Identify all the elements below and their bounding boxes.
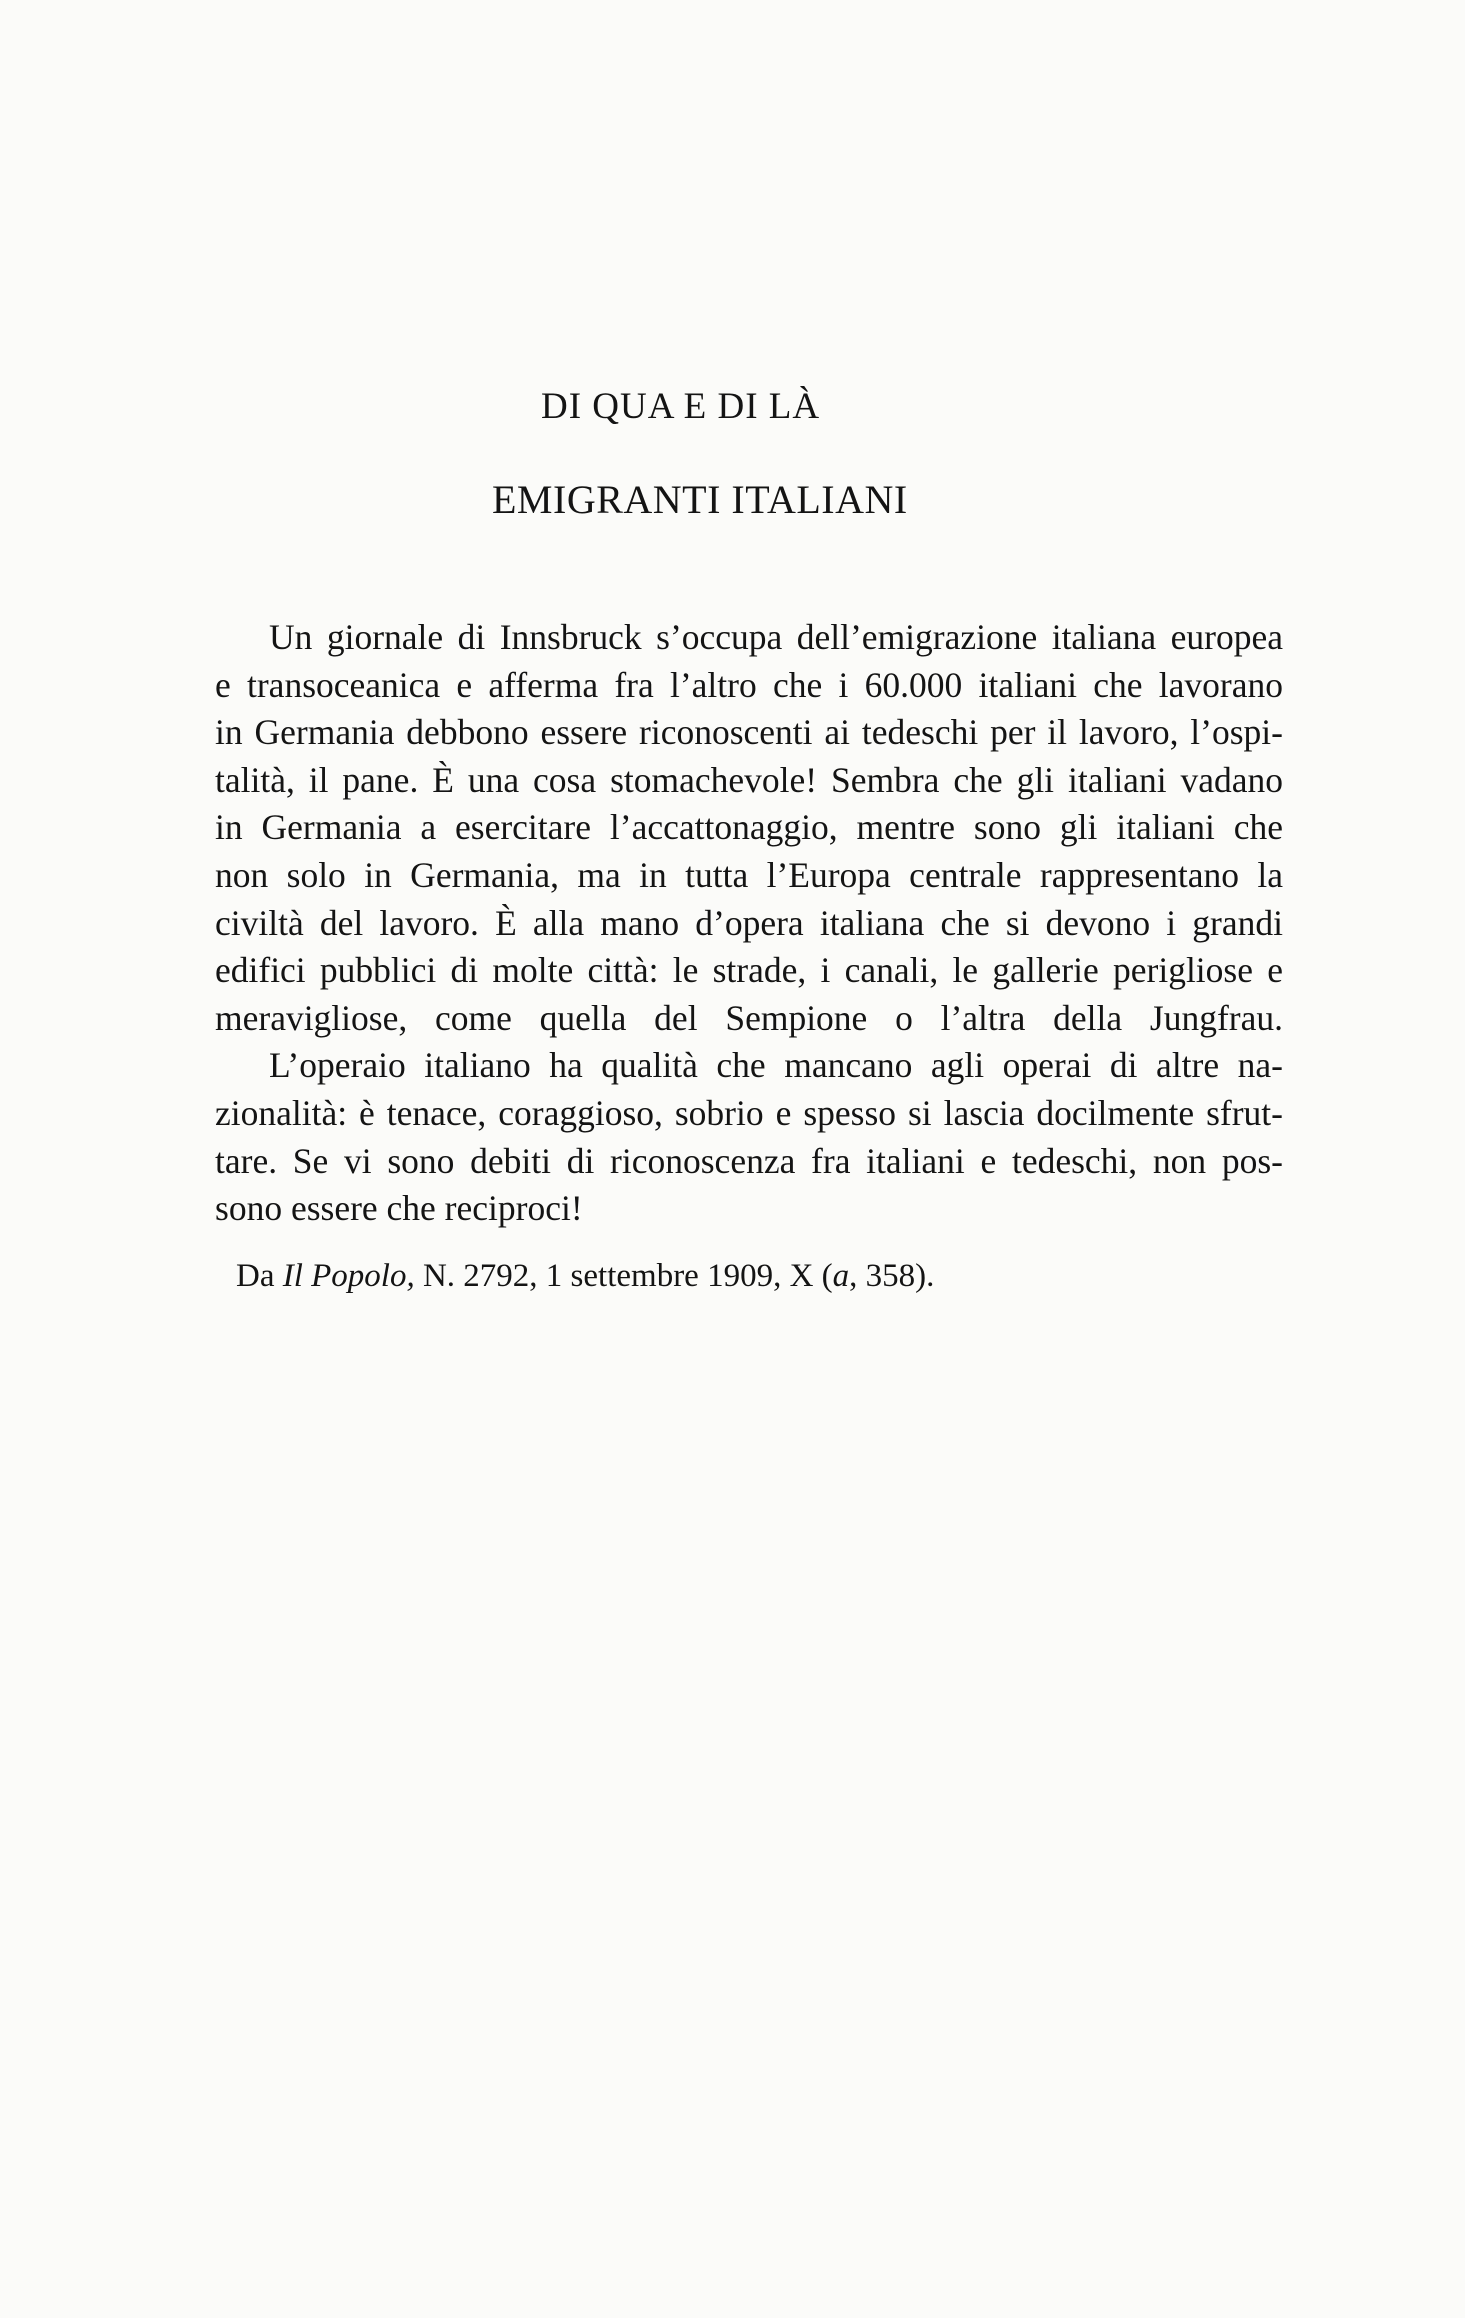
source-prefix: Da xyxy=(236,1258,283,1294)
source-citation xyxy=(236,1258,934,1295)
source-volume: a xyxy=(832,1258,850,1294)
text-line: edifici pubblici di molte città: le strade, i canali, le gallerie perigliose e xyxy=(215,950,1283,991)
source-details-start: N. 2792, 1 settembre 1909, X ( xyxy=(414,1258,833,1294)
paragraph-1 xyxy=(215,614,1283,1042)
text-line: Un giornale di Innsbruck s’occupa dell’emigrazione italiana europea xyxy=(269,617,1283,657)
text-line: L’operaio italiano ha qualità che mancano agli operai di altre na- xyxy=(269,1045,1283,1086)
text-line: talità, il pane. È una cosa stomachevole! Sembra che gli italiani vadano xyxy=(215,759,1283,800)
text-line: e transoceanica e afferma fra l’altro che i 60.000 italiani che lavorano xyxy=(215,664,1283,705)
source-details-end: , 358). xyxy=(849,1258,935,1294)
text-line: in Germania debbono essere riconoscenti ai tedeschi per il lavoro, l’ospi- xyxy=(215,712,1283,753)
text-line: in Germania a esercitare l’accattonaggio, mentre sono gli italiani che xyxy=(215,807,1283,848)
article-body xyxy=(215,614,1283,1233)
text-line: sono essere che reciproci! xyxy=(215,1188,583,1229)
text-line: meravigliose, come quella del Sempione o l’altra della Jungfrau. xyxy=(215,997,1283,1038)
text-line: civiltà del lavoro. È alla mano d’opera italiana che si devono i grandi xyxy=(215,902,1283,943)
text-line: non solo in Germania, ma in tutta l’Europa centrale rappresentano la xyxy=(215,854,1283,895)
section-title: DI QUA E DI LÀ xyxy=(541,386,821,427)
text-line: tare. Se vi sono debiti di riconoscenza fra italiani e tedeschi, non pos- xyxy=(215,1140,1283,1181)
text-line: zionalità: è tenace, coraggioso, sobrio e spesso si lascia docilmente sfrut- xyxy=(215,1092,1283,1133)
article-title: EMIGRANTI ITALIANI xyxy=(492,477,908,522)
source-publication: Il Popolo, xyxy=(282,1258,415,1294)
paragraph-2 xyxy=(215,1042,1283,1232)
